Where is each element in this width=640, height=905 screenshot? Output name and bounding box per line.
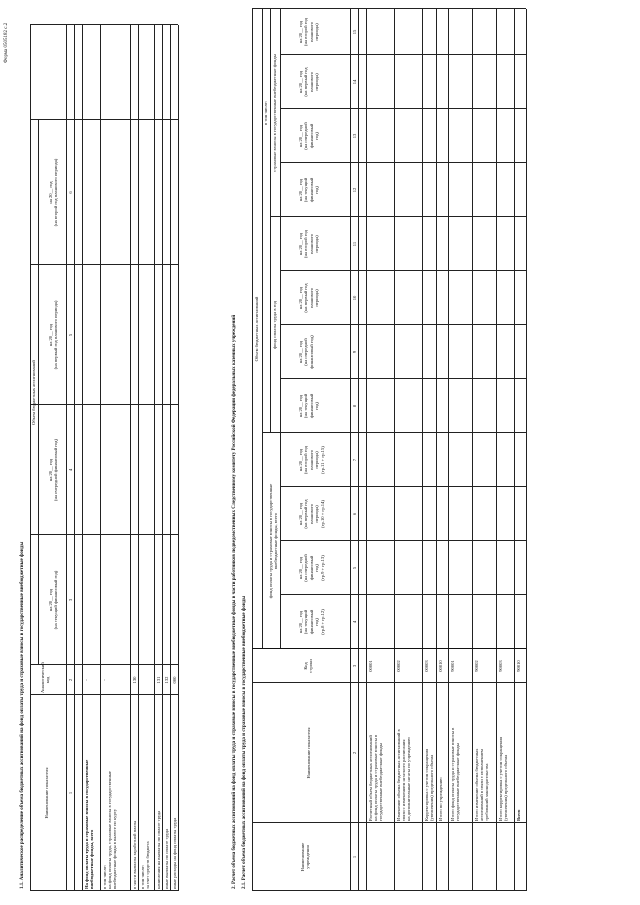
header-year-col: на 20__ год (на первый год планового периода) (гр.10 + гр.14) bbox=[298, 499, 325, 529]
row-code: 00010 bbox=[437, 660, 443, 672]
header-name: Наименование показателя bbox=[306, 727, 311, 779]
row-code: 90002 bbox=[473, 660, 479, 672]
row-label: иные выплаты по оплате труда bbox=[163, 828, 169, 889]
row-code: 90003 bbox=[497, 660, 503, 672]
header-year-col: на 20__ год (на первый год планового периода) bbox=[48, 300, 59, 370]
col-line bbox=[252, 822, 526, 823]
header-year-col: на 20__ год (на очередной финансовый год) (гр.9 + гр.13) bbox=[298, 554, 325, 582]
row-label: Корректировка с учетом сокращения (увеличения) предельного объема bbox=[423, 748, 434, 821]
row-label: в том числе: на фонд оплаты труда, страховые взносы в государственные внебюджетные фонды в валюте по курсу bbox=[101, 771, 118, 889]
header-year-col: на 20__ год (на текущий финансовый год) bbox=[298, 177, 320, 203]
col-number: 10 bbox=[351, 295, 357, 301]
col-line bbox=[252, 682, 526, 683]
col-line bbox=[252, 890, 526, 891]
row-code: - bbox=[101, 679, 107, 681]
header-year-col: на 20__ год (на второй год планового периода) (гр.11 + гр.15) bbox=[298, 446, 325, 474]
col-number: 2 bbox=[67, 678, 73, 682]
col-number: 15 bbox=[351, 29, 357, 35]
row-code: 90010 bbox=[515, 660, 521, 672]
col-number: 3 bbox=[351, 664, 357, 668]
header-year-col: на 20__ год (на текущий финансовый год) bbox=[48, 570, 59, 630]
sub-header-line bbox=[280, 9, 281, 433]
col-number: 1 bbox=[67, 791, 73, 795]
thick-col-line bbox=[252, 648, 526, 649]
header-code: Аналитический код bbox=[40, 662, 51, 693]
row-label: Итого фонд оплаты труда и страховые взносы в государственные внебюджетные фонды bbox=[449, 727, 460, 821]
row-line bbox=[526, 9, 527, 891]
section-2-1-title: 2.1. Расчет объема бюджетных ассигнований на фонд оплаты труда и страховые взносы в государственные внебюджетные фонды bbox=[242, 595, 247, 889]
row-label: На фонд оплаты труда и страховые взносы в государственные внебюджетные фонды, всего bbox=[83, 759, 94, 889]
header-volume: Объем бюджетных ассигнований bbox=[254, 296, 259, 362]
col-number: 12 bbox=[351, 187, 357, 193]
header-year-col: на 20__ год (на второй год планового периода) bbox=[298, 18, 320, 46]
col-number: 4 bbox=[67, 468, 73, 472]
row-label: начисления на выплаты по оплате труда bbox=[155, 810, 161, 889]
header-fot-total: фонд оплаты труда и страховые взносы в государственные внебюджетные фонды, всего bbox=[268, 483, 279, 599]
header-year-col: на 20__ год (на первый год планового периода) bbox=[298, 283, 320, 313]
col-number: 5 bbox=[351, 566, 357, 570]
header-code: Код строки bbox=[303, 659, 314, 673]
col-number: 1 bbox=[351, 855, 357, 859]
col-number: 11 bbox=[351, 241, 357, 247]
row-code: 90001 bbox=[449, 660, 455, 672]
header-year-col: на 20__ год (на первый год планового периода) bbox=[298, 67, 320, 97]
col-line bbox=[252, 8, 526, 9]
header-name: Наименование показателя bbox=[44, 767, 49, 819]
col-number: 9 bbox=[351, 350, 357, 354]
col-number: 3 bbox=[67, 598, 73, 602]
col-number-line bbox=[358, 9, 359, 891]
header-year-col: на 20__ год (на текущий финансовый год) bbox=[298, 393, 320, 419]
header-year-col: на 20__ год (на очередной финансовый год) bbox=[48, 438, 59, 502]
row-code: 00002 bbox=[395, 660, 401, 672]
header-volume: Объем бюджетных ассигнований bbox=[31, 360, 36, 425]
row-code: 000 bbox=[171, 676, 177, 684]
row-label: Изменение объема бюджетных ассигнований в связи с изменением штатного расписания на дополнительные штаты по учреждению bbox=[395, 729, 412, 821]
header-insurance: страховые взносы в государственные внебюджетные фонды bbox=[272, 54, 277, 172]
incl-header-line bbox=[270, 9, 271, 433]
row-code: 130 bbox=[131, 676, 137, 684]
header-year-col: на 20__ год (на очередной финансовый год) bbox=[298, 335, 314, 369]
header-incl: в том числе: bbox=[263, 101, 268, 125]
row-code: 132 bbox=[163, 676, 169, 684]
row-label: Итого изменение объема бюджетных ассигнований в связи с исполнением требований законодательства bbox=[473, 748, 490, 821]
col-number: 5 bbox=[67, 333, 73, 337]
table-top-border bbox=[252, 9, 253, 891]
header-institution: Наименование учреждения bbox=[300, 842, 311, 872]
row-label: в части выплаты заработной платы bbox=[131, 820, 137, 889]
row-code: - bbox=[83, 679, 89, 681]
row-label: Итого корректировка с учетом сокращения (увеличения) предельного объема bbox=[497, 736, 508, 821]
col-number: 14 bbox=[351, 79, 357, 85]
col-number: 7 bbox=[351, 458, 357, 462]
header-year-col: на 20__ год (на очередной финансовый год) bbox=[298, 122, 320, 150]
header-year-col: на 20__ год (на второй год планового периода) bbox=[298, 230, 320, 258]
header-year-col: на 20__ год (на текущий финансовый год) (гр.8 + гр.12) bbox=[298, 609, 325, 635]
form-code: Форма 0505182 с.2 bbox=[4, 22, 9, 63]
col-number: 4 bbox=[351, 620, 357, 624]
row-label: иные расходы на фонд оплаты труда bbox=[171, 817, 177, 889]
fot-total-header-line bbox=[280, 433, 281, 649]
row-label: Расчетный объем бюджетных ассигнований на фонд оплаты труда и страховые взносы в государственные внебюджетные фонды bbox=[367, 734, 384, 821]
row-code: 131 bbox=[155, 676, 161, 684]
section-2-title: 2. Расчет объема бюджетных ассигнований на фонд оплаты труда и страховые взносы в государственные внебюджетные фонды в части работников подведомственных Следственному комитету Российской Федерации федеральных казенных учреждений bbox=[232, 314, 237, 889]
row-label: Всего bbox=[515, 809, 521, 821]
row-code: 00003 bbox=[423, 660, 429, 672]
col-number: 6 bbox=[351, 512, 357, 516]
header-year-col: на 20__ год (на второй год планового периода) bbox=[48, 158, 59, 227]
row-code: 00001 bbox=[367, 660, 373, 672]
row-line bbox=[514, 9, 515, 891]
row-line bbox=[436, 9, 437, 891]
row-label: в том числе: за счет средств бюджета bbox=[139, 841, 150, 889]
header-fot: фонд оплаты труда в год bbox=[272, 301, 277, 349]
col-number: 8 bbox=[351, 404, 357, 408]
col-number: 13 bbox=[351, 133, 357, 139]
row-label: Итого по учреждению bbox=[437, 777, 443, 821]
section-1-1-title: 1.1. Аналитическое распределение объема бюджетных ассигнований на фонд оплаты труда и страховые взносы в государственные внебюджетные фонды bbox=[20, 541, 25, 889]
col-number: 6 bbox=[67, 191, 73, 194]
col-number: 2 bbox=[351, 751, 357, 755]
